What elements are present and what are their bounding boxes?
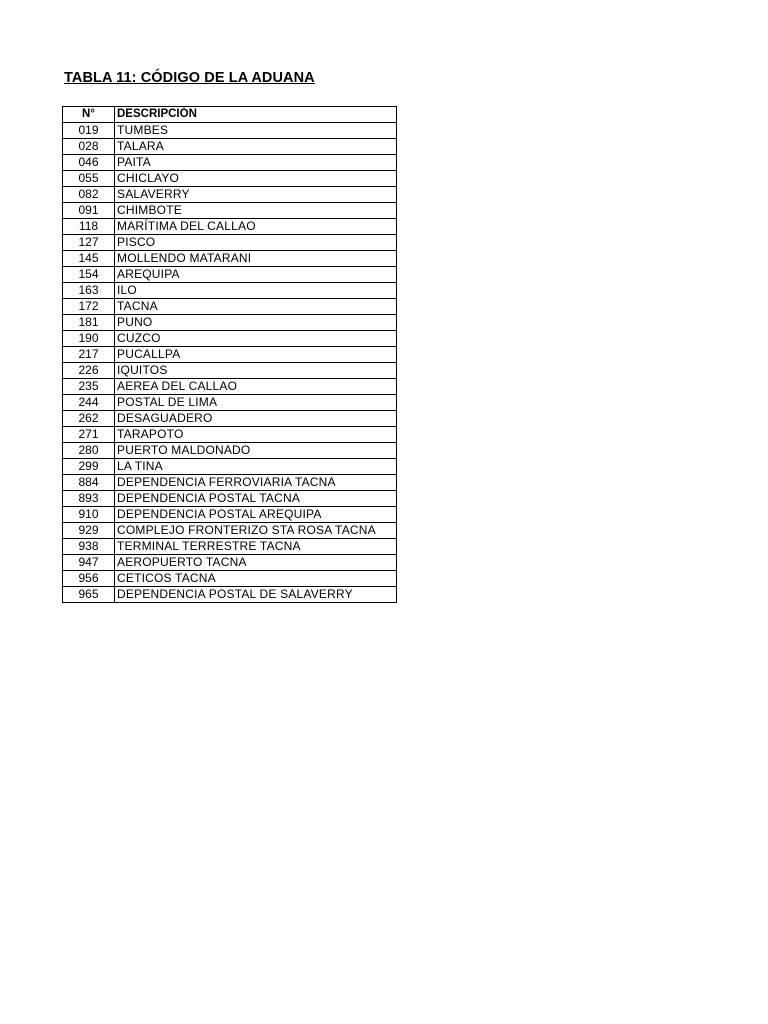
code-cell: 127 bbox=[63, 235, 115, 251]
table-header bbox=[63, 107, 397, 123]
code-cell: 118 bbox=[63, 219, 115, 235]
description-cell: MARÍTIMA DEL CALLAO bbox=[115, 219, 397, 235]
description-cell: TERMINAL TERRESTRE TACNA bbox=[115, 539, 397, 555]
description-cell: COMPLEJO FRONTERIZO STA ROSA TACNA bbox=[115, 523, 397, 539]
code-cell: 965 bbox=[63, 587, 115, 603]
table-row bbox=[63, 363, 397, 379]
table-row bbox=[63, 331, 397, 347]
code-cell: 145 bbox=[63, 251, 115, 267]
description-cell: AEREA DEL CALLAO bbox=[115, 379, 397, 395]
column-header-number: N° bbox=[63, 107, 115, 123]
table-row bbox=[63, 251, 397, 267]
table-row bbox=[63, 155, 397, 171]
description-cell: PUERTO MALDONADO bbox=[115, 443, 397, 459]
description-cell: MOLLENDO MATARANI bbox=[115, 251, 397, 267]
table-row bbox=[63, 587, 397, 603]
table-row bbox=[63, 411, 397, 427]
table-row bbox=[63, 203, 397, 219]
table-row bbox=[63, 299, 397, 315]
description-cell: AREQUIPA bbox=[115, 267, 397, 283]
column-header-description: DESCRIPCIÓN bbox=[115, 107, 397, 123]
table-row bbox=[63, 171, 397, 187]
page-title: TABLA 11: CÓDIGO DE LA ADUANA bbox=[64, 70, 315, 86]
description-cell: POSTAL DE LIMA bbox=[115, 395, 397, 411]
customs-code-table bbox=[62, 106, 397, 603]
table-row bbox=[63, 139, 397, 155]
description-cell: PUNO bbox=[115, 315, 397, 331]
description-cell: DEPENDENCIA FERROVIARIA TACNA bbox=[115, 475, 397, 491]
description-cell: TALARA bbox=[115, 139, 397, 155]
code-cell: 299 bbox=[63, 459, 115, 475]
description-cell: TUMBES bbox=[115, 123, 397, 139]
description-cell: CHICLAYO bbox=[115, 171, 397, 187]
table-row bbox=[63, 187, 397, 203]
code-cell: 929 bbox=[63, 523, 115, 539]
code-cell: 910 bbox=[63, 507, 115, 523]
table-row bbox=[63, 427, 397, 443]
code-cell: 947 bbox=[63, 555, 115, 571]
table-row bbox=[63, 395, 397, 411]
description-cell: CHIMBOTE bbox=[115, 203, 397, 219]
description-cell: DEPENDENCIA POSTAL TACNA bbox=[115, 491, 397, 507]
code-cell: 181 bbox=[63, 315, 115, 331]
table-row bbox=[63, 219, 397, 235]
description-cell: TARAPOTO bbox=[115, 427, 397, 443]
table-row bbox=[63, 523, 397, 539]
table-row bbox=[63, 283, 397, 299]
code-cell: 082 bbox=[63, 187, 115, 203]
code-cell: 235 bbox=[63, 379, 115, 395]
code-cell: 271 bbox=[63, 427, 115, 443]
description-cell: SALAVERRY bbox=[115, 187, 397, 203]
description-cell: DEPENDENCIA POSTAL DE SALAVERRY bbox=[115, 587, 397, 603]
code-cell: 938 bbox=[63, 539, 115, 555]
code-cell: 028 bbox=[63, 139, 115, 155]
code-cell: 956 bbox=[63, 571, 115, 587]
code-cell: 172 bbox=[63, 299, 115, 315]
table-header-row bbox=[63, 107, 397, 123]
table-row bbox=[63, 491, 397, 507]
table-row bbox=[63, 379, 397, 395]
code-cell: 046 bbox=[63, 155, 115, 171]
code-cell: 190 bbox=[63, 331, 115, 347]
description-cell: LA TINA bbox=[115, 459, 397, 475]
table-row bbox=[63, 475, 397, 491]
description-cell: ILO bbox=[115, 283, 397, 299]
description-cell: AEROPUERTO TACNA bbox=[115, 555, 397, 571]
table-row bbox=[63, 315, 397, 331]
description-cell: PAITA bbox=[115, 155, 397, 171]
code-cell: 226 bbox=[63, 363, 115, 379]
code-cell: 262 bbox=[63, 411, 115, 427]
table-row bbox=[63, 539, 397, 555]
description-cell: DESAGUADERO bbox=[115, 411, 397, 427]
code-cell: 217 bbox=[63, 347, 115, 363]
table-row bbox=[63, 555, 397, 571]
table-row bbox=[63, 235, 397, 251]
table-body bbox=[63, 123, 397, 603]
description-cell: CETICOS TACNA bbox=[115, 571, 397, 587]
code-cell: 244 bbox=[63, 395, 115, 411]
description-cell: PISCO bbox=[115, 235, 397, 251]
description-cell: DEPENDENCIA POSTAL AREQUIPA bbox=[115, 507, 397, 523]
table-row bbox=[63, 443, 397, 459]
code-cell: 163 bbox=[63, 283, 115, 299]
table-row bbox=[63, 507, 397, 523]
table-row bbox=[63, 123, 397, 139]
code-cell: 091 bbox=[63, 203, 115, 219]
code-cell: 055 bbox=[63, 171, 115, 187]
description-cell: TACNA bbox=[115, 299, 397, 315]
code-cell: 154 bbox=[63, 267, 115, 283]
code-cell: 884 bbox=[63, 475, 115, 491]
code-cell: 019 bbox=[63, 123, 115, 139]
description-cell: IQUITOS bbox=[115, 363, 397, 379]
description-cell: PUCALLPA bbox=[115, 347, 397, 363]
table-row bbox=[63, 571, 397, 587]
code-cell: 280 bbox=[63, 443, 115, 459]
code-cell: 893 bbox=[63, 491, 115, 507]
table-row bbox=[63, 459, 397, 475]
table-row bbox=[63, 267, 397, 283]
table-row bbox=[63, 347, 397, 363]
description-cell: CUZCO bbox=[115, 331, 397, 347]
